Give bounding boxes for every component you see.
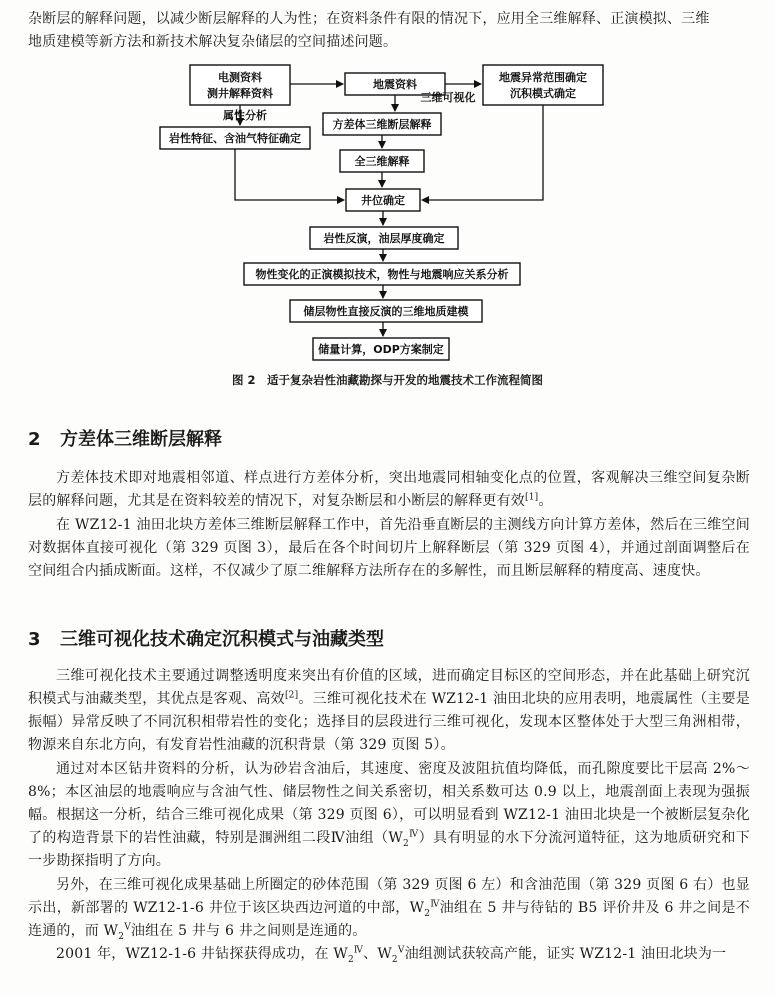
figure-caption: 图 2 适于复杂岩性油藏勘探与开发的地震技术工作流程简图 bbox=[231, 373, 543, 387]
svg-text:全三维解释: 全三维解释 bbox=[354, 155, 410, 168]
section-3-paragraph-1: 三维可视化技术主要通过调整透明度来突出有价值的区域，进而确定目标区的空间形态，并在此基础上研究沉积模式与油藏类型，其优点是客观、高效[2]。三维可视化技术在 WZ12-1 油田北块的应用表明，地震属性（主要是振幅）异常反映了不同沉积相带岩性的变化；选择目的层段进行三维可视化，发现本区整体处于大型三角洲相带，物源来自东北方向，有发育岩性油藏的沉积背景（第 329 页图 5）。 bbox=[28, 668, 750, 753]
svg-text:岩性特征、含油气特征确定: 岩性特征、含油气特征确定 bbox=[169, 132, 301, 145]
section-2-title: 方差体三维断层解释 bbox=[60, 429, 222, 450]
svg-text:井位确定: 井位确定 bbox=[361, 194, 405, 207]
section-3-paragraph-2: 通过对本区钻井资料的分析，认为砂岩含油后，其速度、密度及波阻抗值均降低，而孔隙度要比干层高 2%～8%；本区油层的地震响应与含油气性、储层物性之间关系密切，相关系数可达 0.9 以上，地震剖面上表现为强振幅。根据这一分析，结合三维可视化成果（第 329 页图 6），可以明显看到 WZ12-1 油田北块是一个被断层复杂化了的构造背景下的岩性油藏，特别是涠洲组二段Ⅳ油组$(W_2^Ⅳ)$具有明显的水下分流河道特征，这为地质研究和下一步勘探指明了方向。 bbox=[28, 761, 750, 869]
section-2-paragraph-1: 方差体技术即对地震相邻道、样点进行方差体分析，突出地震同相轴变化点的位置，客观解决三维空间复杂断层的解释问题，尤其是在资料较差的情况下，对复杂断层和小断层的解释更有效[1]。 bbox=[28, 470, 750, 509]
section-3-number: 3 bbox=[28, 629, 41, 650]
box-geological-modeling bbox=[290, 300, 482, 322]
section-2-heading bbox=[28, 428, 222, 452]
box-reserves-odp bbox=[313, 338, 449, 360]
citation-2: [2] bbox=[284, 690, 299, 701]
workflow-flowchart bbox=[0, 0, 775, 370]
box-anomaly-range bbox=[483, 65, 603, 105]
section-3-paragraph-4: 2001 年，WZ12-1-6 井钻探获得成功，在 $W_2^Ⅳ$、$W_2^Ⅴ$油组测试获较高产能，证实 WZ12-1 油田北块为一 bbox=[56, 945, 727, 965]
intro-line-2: 地质建模等新方法和新技术解决复杂储层的空间描述问题。 bbox=[28, 34, 398, 50]
section-2-number: 2 bbox=[28, 429, 41, 450]
svg-text:储层物性直接反演的三维地质建模: 储层物性直接反演的三维地质建模 bbox=[303, 305, 469, 318]
svg-text:储量计算，ODP方案制定: 储量计算，ODP方案制定 bbox=[318, 343, 444, 356]
box-logging-data bbox=[190, 65, 290, 105]
section-2-paragraph-2: 在 WZ12-1 油田北块方差体三维断层解释工作中，首先沿垂直断层的主测线方向计算方差体，然后在三维空间对数据体直接可视化（第 329 页图 3），最后在各个时间切片上解释断层（第 329 页图 4），并通过剖面调整后在空间组合内插成断面。这样，不仅减少了原二维解释方法所存在的多解性，而且断层解释的精度高、速度快。 bbox=[28, 517, 750, 579]
svg-text:岩性反演，油层厚度确定: 岩性反演，油层厚度确定 bbox=[323, 232, 445, 245]
label-attribute-analysis: 属性分析 bbox=[223, 109, 267, 122]
box-full-3d bbox=[340, 150, 424, 172]
svg-text:测井解释资料: 测井解释资料 bbox=[207, 87, 273, 100]
svg-text:地震异常范围确定: 地震异常范围确定 bbox=[499, 71, 587, 84]
box-inversion bbox=[310, 227, 458, 249]
section-3-paragraph-3: 另外，在三维可视化成果基础上所圈定的砂体范围（第 329 页图 6 左）和含油范围（第 329 页图 6 右）也显示出，新部署的 WZ12-1-6 井位于该区块西边河道的中部，$W_2^Ⅳ$油组在 5 井与待钻的 B5 评价井及 6 井之间是不连通的，而 $W_2^Ⅴ$油组在 5 井与 6 井之间则是连通的。 bbox=[28, 877, 750, 942]
box-forward-modeling bbox=[244, 263, 520, 285]
svg-text:物性变化的正演模拟技术，物性与地震响应关系分析: 物性变化的正演模拟技术，物性与地震响应关系分析 bbox=[255, 268, 509, 281]
section-3-heading bbox=[28, 628, 384, 652]
svg-text:电测资料: 电测资料 bbox=[218, 71, 262, 84]
label-3d-visualization: 三维可视化 bbox=[420, 91, 476, 104]
box-lithology bbox=[160, 127, 310, 149]
svg-text:地震资料: 地震资料 bbox=[373, 78, 417, 91]
intro-line-1: 杂断层的解释问题，以减少断层解释的人为性；在资料条件有限的情况下，应用全三维解释、正演模拟、三维 bbox=[28, 11, 710, 27]
section-3-title: 三维可视化技术确定沉积模式与油藏类型 bbox=[60, 629, 384, 650]
svg-text:方差体三维断层解释: 方差体三维断层解释 bbox=[332, 118, 432, 131]
box-variance-fault bbox=[323, 113, 441, 135]
citation-1: [1] bbox=[525, 492, 539, 503]
box-well-location bbox=[346, 189, 420, 211]
svg-text:沉积模式确定: 沉积模式确定 bbox=[510, 87, 576, 100]
